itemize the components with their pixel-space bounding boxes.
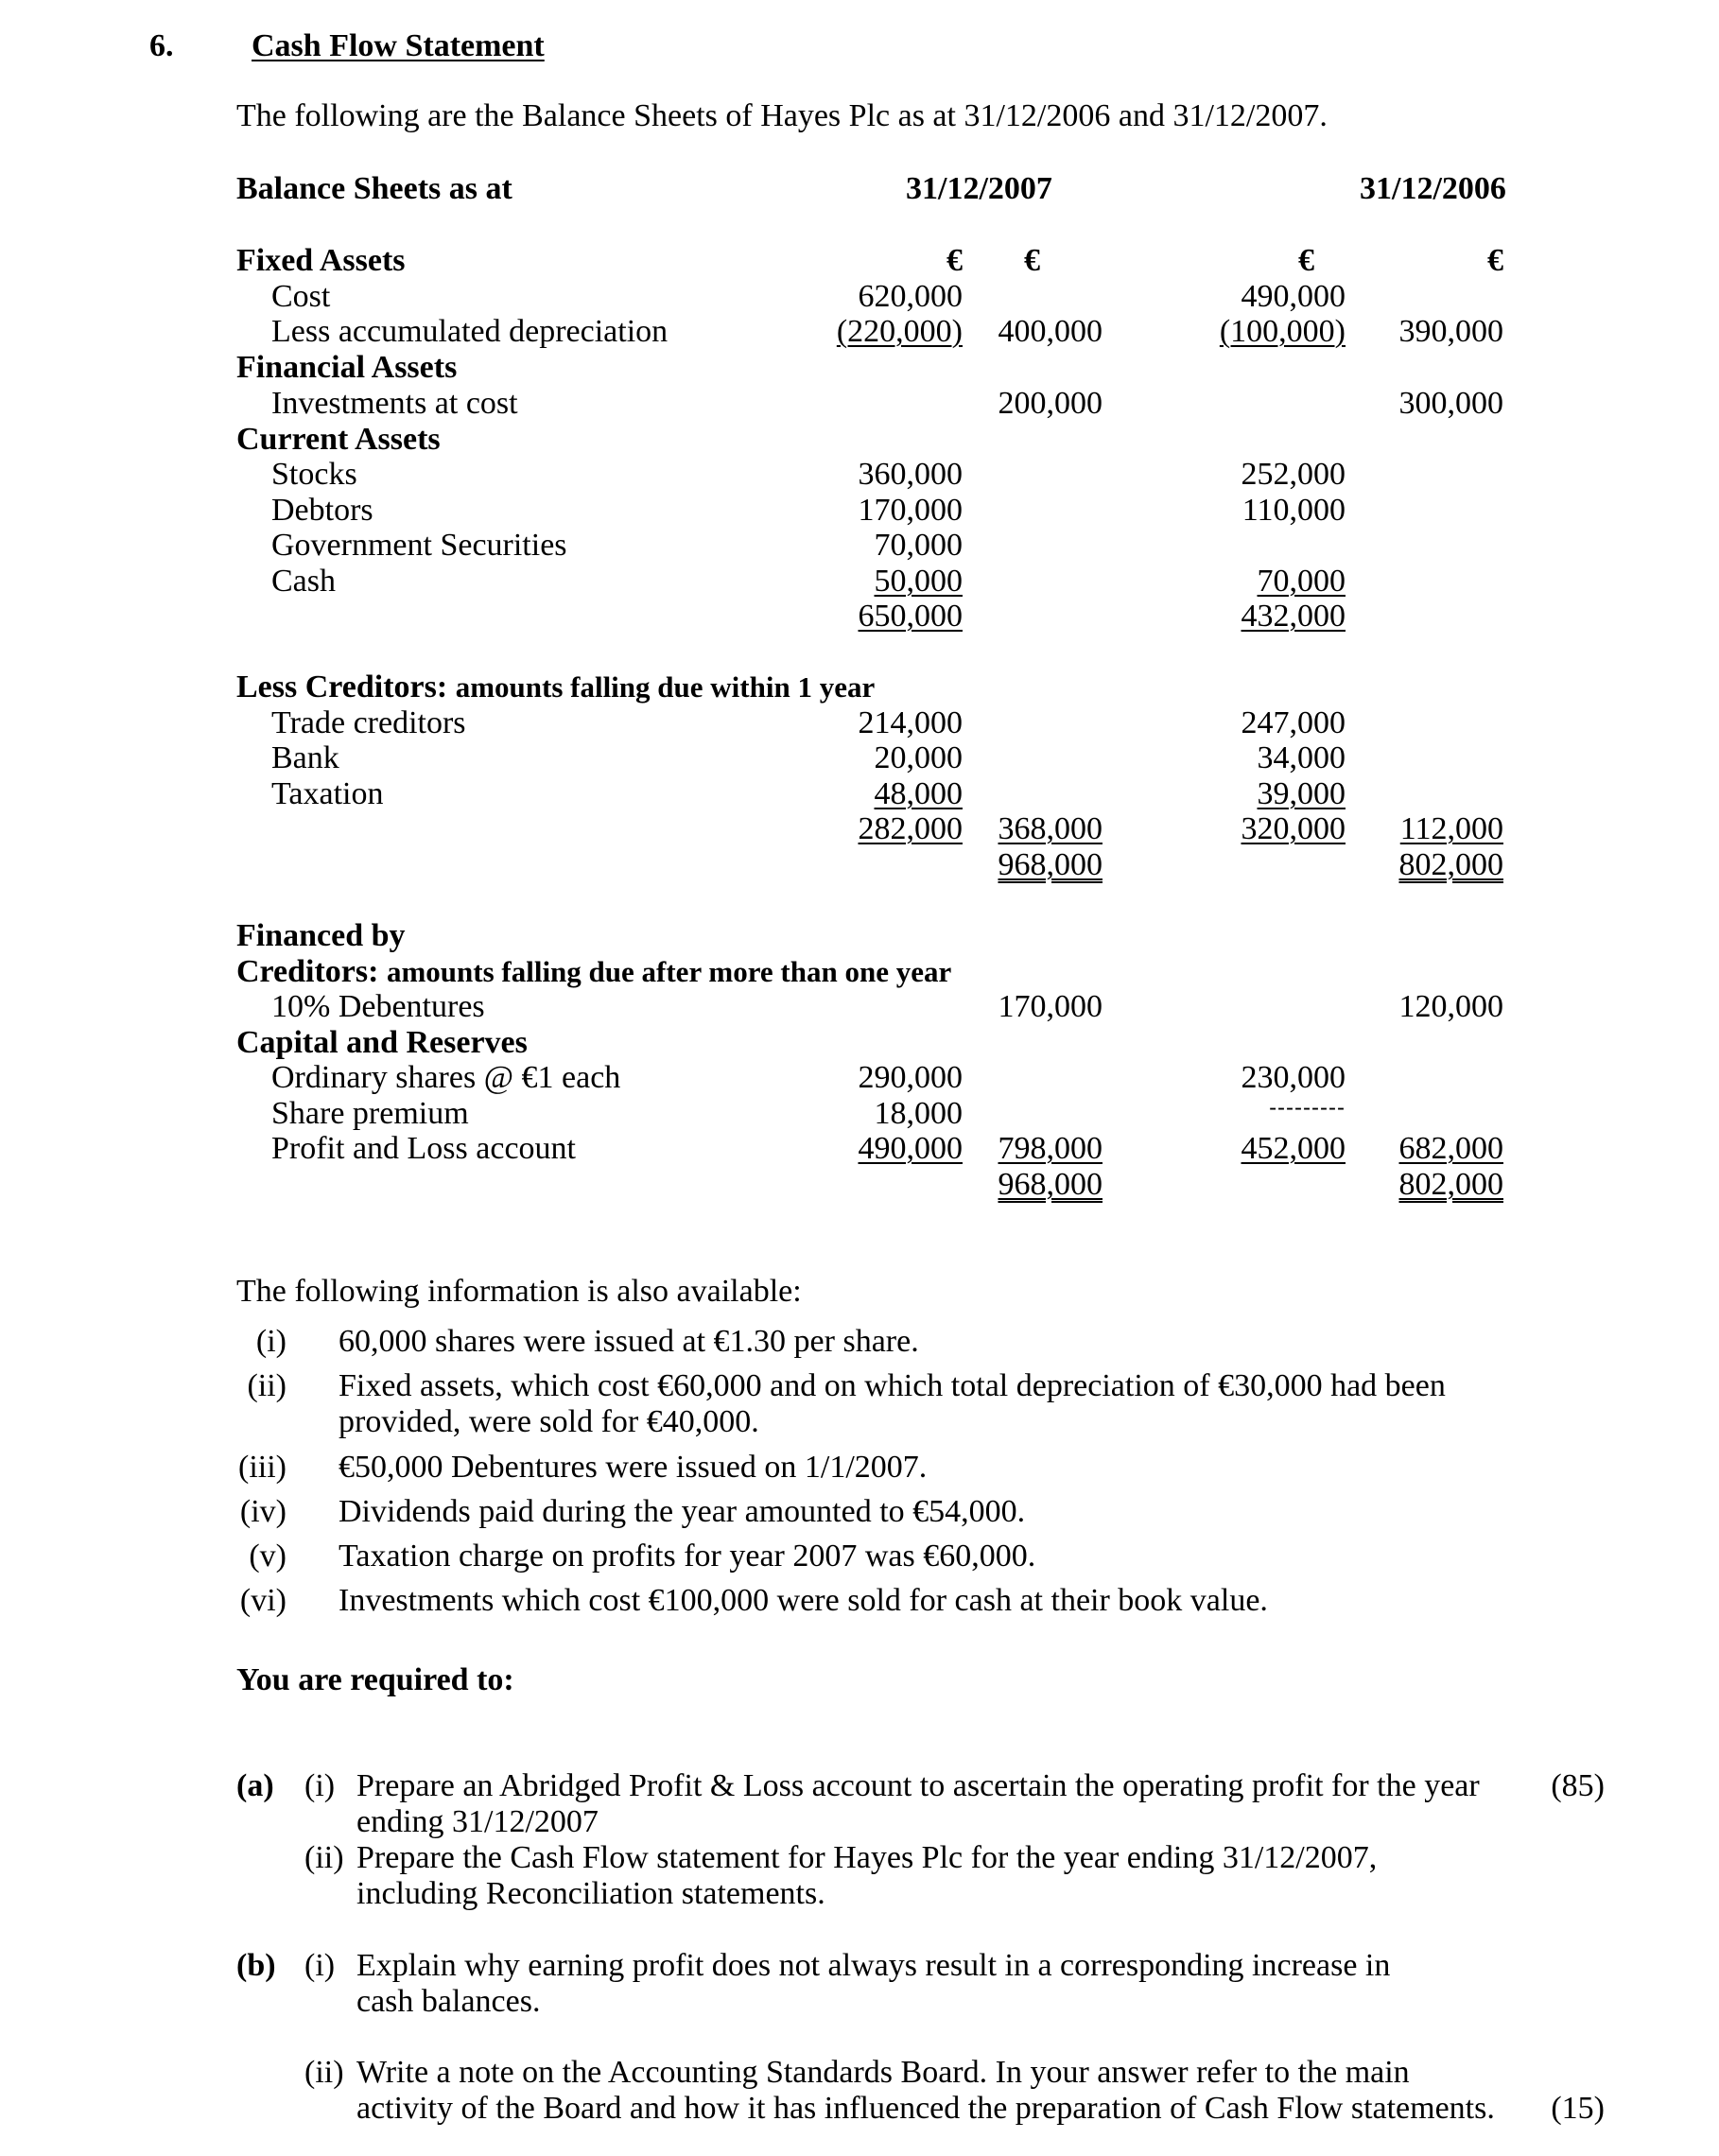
currency-col4: € xyxy=(1487,243,1503,278)
bank-2006: 34,000 xyxy=(1257,740,1346,775)
part-b-ii-text: Write a note on the Accounting Standards Board. In your answer refer to the main xyxy=(356,2055,1410,2090)
intro-text: The following are the Balance Sheets of Hayes Plc as at 31/12/2006 and 31/12/2007. xyxy=(236,98,1328,133)
debtors-2007: 170,000 xyxy=(858,493,963,528)
creditors-within-heading xyxy=(236,669,875,704)
info-number: (vi) xyxy=(239,1583,286,1618)
trade-creditors-2006: 247,000 xyxy=(1241,705,1346,740)
fixed-assets-net-2006: 390,000 xyxy=(1398,314,1503,349)
part-a-marks: (85) xyxy=(1551,1768,1605,1803)
capital-total-2007: 798,000 xyxy=(998,1131,1103,1166)
part-b-i-text-continued: cash balances. xyxy=(356,1984,541,2019)
total-net-assets-2006: 802,000 xyxy=(1398,847,1503,882)
info-number: (i) xyxy=(255,1324,286,1359)
taxation-2007: 48,000 xyxy=(874,776,963,811)
part-a-i-number: (i) xyxy=(304,1768,336,1803)
current-liabilities-total-2007: 282,000 xyxy=(858,811,963,846)
creditors-after-heading xyxy=(236,954,951,989)
financial-assets-heading: Financial Assets xyxy=(236,350,458,385)
part-b-ii-text-continued: activity of the Board and how it has influenced the preparation of Cash Flow statements. xyxy=(356,2091,1495,2126)
debentures-2006: 120,000 xyxy=(1398,989,1503,1024)
currency-col3: € xyxy=(1298,243,1314,278)
trade-creditors-label: Trade creditors xyxy=(271,705,466,740)
debentures-label: 10% Debentures xyxy=(271,989,485,1024)
stocks-2006: 252,000 xyxy=(1241,457,1346,492)
stocks-2007: 360,000 xyxy=(858,457,963,492)
investments-2006: 300,000 xyxy=(1398,386,1503,421)
info-text: €50,000 Debentures were issued on 1/1/2007. xyxy=(339,1450,928,1485)
debentures-2007: 170,000 xyxy=(998,989,1103,1024)
ordinary-shares-2007: 290,000 xyxy=(858,1060,963,1095)
creditors-after-bold: Creditors: xyxy=(236,954,379,989)
part-b-i-number: (i) xyxy=(304,1948,336,1983)
depreciation-2006: (100,000) xyxy=(1219,314,1346,349)
ordinary-shares-label: Ordinary shares @ €1 each xyxy=(271,1060,621,1095)
financed-total-2006: 802,000 xyxy=(1398,1167,1503,1202)
creditors-within-rest: amounts falling due within 1 year xyxy=(455,670,876,704)
info-text: Dividends paid during the year amounted to €54,000. xyxy=(339,1494,1026,1529)
cost-2006: 490,000 xyxy=(1241,279,1346,314)
investments-label: Investments at cost xyxy=(271,386,518,421)
cost-label: Cost xyxy=(271,279,331,314)
gov-securities-2007: 70,000 xyxy=(874,528,963,563)
current-assets-heading: Current Assets xyxy=(236,422,441,457)
question-title: Cash Flow Statement xyxy=(252,28,545,63)
share-premium-2007: 18,000 xyxy=(874,1096,963,1131)
part-a-ii-number: (ii) xyxy=(304,1840,344,1875)
investments-2007: 200,000 xyxy=(998,386,1103,421)
info-number: (iii) xyxy=(238,1450,286,1485)
info-text: Fixed assets, which cost €60,000 and on which total depreciation of €30,000 had been xyxy=(339,1368,1446,1403)
requirements-heading: You are required to: xyxy=(236,1662,514,1697)
part-a-ii-text-continued: including Reconciliation statements. xyxy=(356,1876,825,1911)
date-2006: 31/12/2006 xyxy=(1360,171,1506,206)
current-assets-total-2006: 432,000 xyxy=(1241,599,1346,634)
debtors-2006: 110,000 xyxy=(1242,493,1346,528)
part-b-ii-number: (ii) xyxy=(304,2055,344,2090)
capital-reserves-heading: Capital and Reserves xyxy=(236,1025,528,1060)
taxation-label: Taxation xyxy=(271,776,384,811)
info-text: 60,000 shares were issued at €1.30 per share. xyxy=(339,1324,919,1359)
current-assets-total-2007: 650,000 xyxy=(858,599,963,634)
creditors-within-bold: Less Creditors: xyxy=(236,669,448,704)
depreciation-label: Less accumulated depreciation xyxy=(271,314,668,349)
info-text: Investments which cost €100,000 were sold for cash at their book value. xyxy=(339,1583,1268,1618)
financed-by-heading: Financed by xyxy=(236,918,406,953)
creditors-after-rest: amounts falling due after more than one year xyxy=(386,955,952,988)
capital-total-2006: 682,000 xyxy=(1398,1131,1503,1166)
cost-2007: 620,000 xyxy=(858,279,963,314)
part-b-label: (b) xyxy=(236,1948,276,1983)
bank-label: Bank xyxy=(271,740,339,775)
cash-2007: 50,000 xyxy=(874,564,963,599)
trade-creditors-2007: 214,000 xyxy=(858,705,963,740)
net-current-assets-2007: 368,000 xyxy=(998,811,1103,846)
gov-securities-label: Government Securities xyxy=(271,528,567,563)
currency-col2: € xyxy=(1024,243,1040,278)
part-a-ii-text: Prepare the Cash Flow statement for Hayes Plc for the year ending 31/12/2007, xyxy=(356,1840,1378,1875)
profit-loss-label: Profit and Loss account xyxy=(271,1131,576,1166)
debtors-label: Debtors xyxy=(271,493,373,528)
share-premium-2006: --------- xyxy=(1269,1095,1346,1121)
balance-sheet-header: Balance Sheets as at xyxy=(236,171,512,206)
date-2007: 31/12/2007 xyxy=(906,171,1052,206)
part-a-i-text: Prepare an Abridged Profit & Loss account to ascertain the operating profit for the year xyxy=(356,1768,1480,1803)
ordinary-shares-2006: 230,000 xyxy=(1241,1060,1346,1095)
profit-loss-2006: 452,000 xyxy=(1241,1131,1346,1166)
bank-2007: 20,000 xyxy=(874,740,963,775)
info-number: (ii) xyxy=(247,1368,286,1403)
info-number: (v) xyxy=(249,1539,286,1574)
question-number: 6. xyxy=(149,28,174,63)
info-text: Taxation charge on profits for year 2007 was €60,000. xyxy=(339,1539,1036,1574)
part-b-marks: (15) xyxy=(1551,2091,1605,2126)
additional-info-intro: The following information is also available: xyxy=(236,1274,802,1309)
part-a-i-text-continued: ending 31/12/2007 xyxy=(356,1804,599,1839)
currency-col1: € xyxy=(946,243,963,278)
stocks-label: Stocks xyxy=(271,457,357,492)
cash-label: Cash xyxy=(271,564,336,599)
financed-total-2007: 968,000 xyxy=(998,1167,1103,1202)
fixed-assets-net-2007: 400,000 xyxy=(998,314,1103,349)
info-text-continued: provided, were sold for €40,000. xyxy=(339,1404,759,1439)
share-premium-label: Share premium xyxy=(271,1096,469,1131)
net-current-assets-2006: 112,000 xyxy=(1399,811,1503,846)
total-net-assets-2007: 968,000 xyxy=(998,847,1103,882)
current-liabilities-total-2006: 320,000 xyxy=(1241,811,1346,846)
part-b-i-text: Explain why earning profit does not always result in a corresponding increase in xyxy=(356,1948,1391,1983)
info-number: (iv) xyxy=(239,1494,286,1529)
part-a-label: (a) xyxy=(236,1768,274,1803)
cash-2006: 70,000 xyxy=(1257,564,1346,599)
taxation-2006: 39,000 xyxy=(1257,776,1346,811)
profit-loss-2007: 490,000 xyxy=(858,1131,963,1166)
fixed-assets-heading: Fixed Assets xyxy=(236,243,406,278)
depreciation-2007: (220,000) xyxy=(836,314,963,349)
